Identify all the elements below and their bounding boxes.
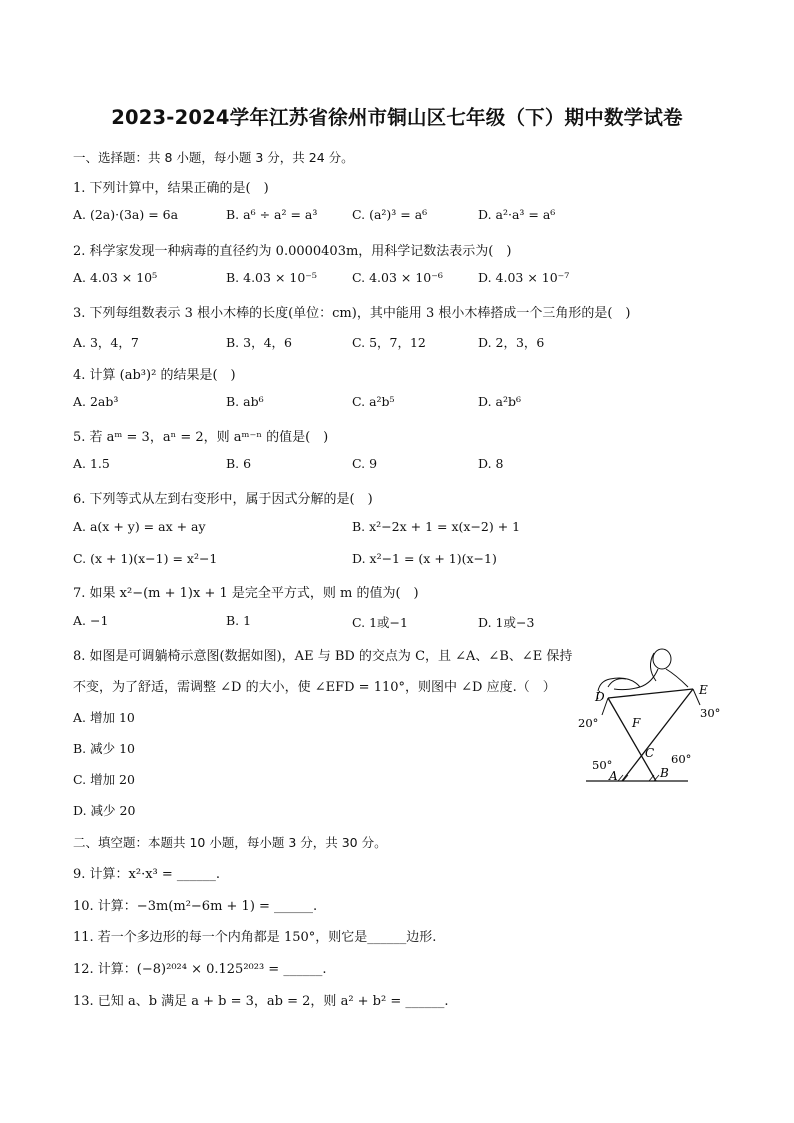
question-9: 9. 计算：x²·x³ = ______.	[73, 867, 221, 882]
q2-option-b[interactable]: B. 4.03 × 10⁻⁵	[226, 270, 317, 285]
q6-option-c[interactable]: C. (x + 1)(x−1) = x²−1	[73, 551, 218, 566]
q4-option-a[interactable]: A. 2ab³	[73, 394, 119, 409]
q1-option-a[interactable]: A. (2a)·(3a) = 6a	[73, 207, 179, 222]
question-12: 12. 计算：(−8)²⁰²⁴ × 0.125²⁰²³ = ______.	[73, 962, 327, 977]
q5-option-d[interactable]: D. 8	[478, 456, 504, 471]
segment-de	[608, 689, 693, 698]
q5-option-a[interactable]: A. 1.5	[73, 456, 110, 471]
question-7-stem: 7. 如果 x²−(m + 1)x + 1 是完全平方式，则 m 的值为( )	[73, 586, 419, 601]
q6-option-d[interactable]: D. x²−1 = (x + 1)(x−1)	[352, 551, 497, 566]
question-4-stem: 4. 计算 (ab³)² 的结果是( )	[73, 368, 236, 383]
section-heading-fill: 二、填空题：本题共 10 小题，每小题 3 分，共 30 分。	[73, 835, 387, 850]
label-d: D	[595, 690, 605, 704]
label-a: A	[609, 769, 618, 783]
segment-ae	[622, 689, 693, 781]
q7-option-c[interactable]: C. 1或−1	[352, 615, 408, 630]
q1-option-c[interactable]: C. (a²)³ = a⁶	[352, 207, 428, 222]
q3-option-b[interactable]: B. 3，4，6	[226, 335, 292, 350]
q7-option-a[interactable]: A. −1	[73, 613, 109, 628]
q3-option-d[interactable]: D. 2，3，6	[478, 335, 545, 350]
q2-option-a[interactable]: A. 4.03 × 10⁵	[73, 270, 158, 285]
q6-option-a[interactable]: A. a(x + y) = ax + ay	[73, 519, 206, 534]
angle-label-50: 50°	[592, 758, 613, 772]
question-5-stem: 5. 若 aᵐ = 3，aⁿ = 2，则 aᵐ⁻ⁿ 的值是( )	[73, 430, 329, 445]
angle-label-60: 60°	[671, 752, 692, 766]
q4-option-b[interactable]: B. ab⁶	[226, 394, 264, 409]
recliner-diagram	[566, 645, 726, 790]
question-8-stem-line2: 不变，为了舒适，需调整 ∠D 的大小，使 ∠EFD = 110°，则图中 ∠D 应度.（ ）	[73, 680, 556, 695]
page-title: 2023-2024学年江苏省徐州市铜山区七年级（下）期中数学试卷	[111, 106, 683, 129]
angle-label-20: 20°	[578, 716, 599, 730]
q8-option-a[interactable]: A. 增加 10	[73, 710, 135, 725]
question-11: 11. 若一个多边形的每一个内角都是 150°，则它是______边形.	[73, 930, 437, 945]
q8-option-b[interactable]: B. 减少 10	[73, 741, 136, 756]
question-1-stem: 1. 下列计算中，结果正确的是( )	[73, 181, 269, 196]
q8-option-c[interactable]: C. 增加 20	[73, 772, 135, 787]
q1-option-d[interactable]: D. a²·a³ = a⁶	[478, 207, 556, 222]
q7-option-d[interactable]: D. 1或−3	[478, 615, 535, 630]
question-6-stem: 6. 下列等式从左到右变形中，属于因式分解的是( )	[73, 492, 373, 507]
q5-option-c[interactable]: C. 9	[352, 456, 378, 471]
label-b: B	[660, 766, 669, 780]
label-f: F	[632, 716, 641, 730]
section-heading-choice: 一、选择题：共 8 小题，每小题 3 分，共 24 分。	[73, 150, 354, 165]
question-2-stem: 2. 科学家发现一种病毒的直径约为 0.0000403m，用科学记数法表示为( )	[73, 244, 512, 259]
question-3-stem: 3. 下列每组数表示 3 根小木棒的长度(单位：cm)，其中能用 3 根小木棒搭成一个三角形的是( )	[73, 306, 631, 321]
q6-option-b[interactable]: B. x²−2x + 1 = x(x−2) + 1	[352, 519, 521, 534]
q4-option-c[interactable]: C. a²b⁵	[352, 394, 395, 409]
question-13: 13. 已知 a、b 满足 a + b = 3，ab = 2，则 a² + b² = ______.	[73, 994, 449, 1009]
label-c: C	[645, 746, 655, 760]
q3-option-a[interactable]: A. 3，4，7	[73, 335, 139, 350]
q2-option-d[interactable]: D. 4.03 × 10⁻⁷	[478, 270, 570, 285]
q1-option-b[interactable]: B. a⁶ ÷ a² = a³	[226, 207, 318, 222]
q5-option-b[interactable]: B. 6	[226, 456, 252, 471]
angle-label-30: 30°	[700, 706, 721, 720]
q3-option-c[interactable]: C. 5，7，12	[352, 335, 426, 350]
question-10: 10. 计算：−3m(m²−6m + 1) = ______.	[73, 899, 318, 914]
label-e: E	[699, 683, 708, 697]
q7-option-b[interactable]: B. 1	[226, 613, 252, 628]
q4-option-d[interactable]: D. a²b⁶	[478, 394, 521, 409]
q2-option-c[interactable]: C. 4.03 × 10⁻⁶	[352, 270, 443, 285]
question-8-stem: 8. 如图是可调躺椅示意图(数据如图)，AE 与 BD 的交点为 C，且 ∠A、∠B、∠E 保持	[73, 649, 573, 664]
q8-option-d[interactable]: D. 减少 20	[73, 803, 136, 818]
